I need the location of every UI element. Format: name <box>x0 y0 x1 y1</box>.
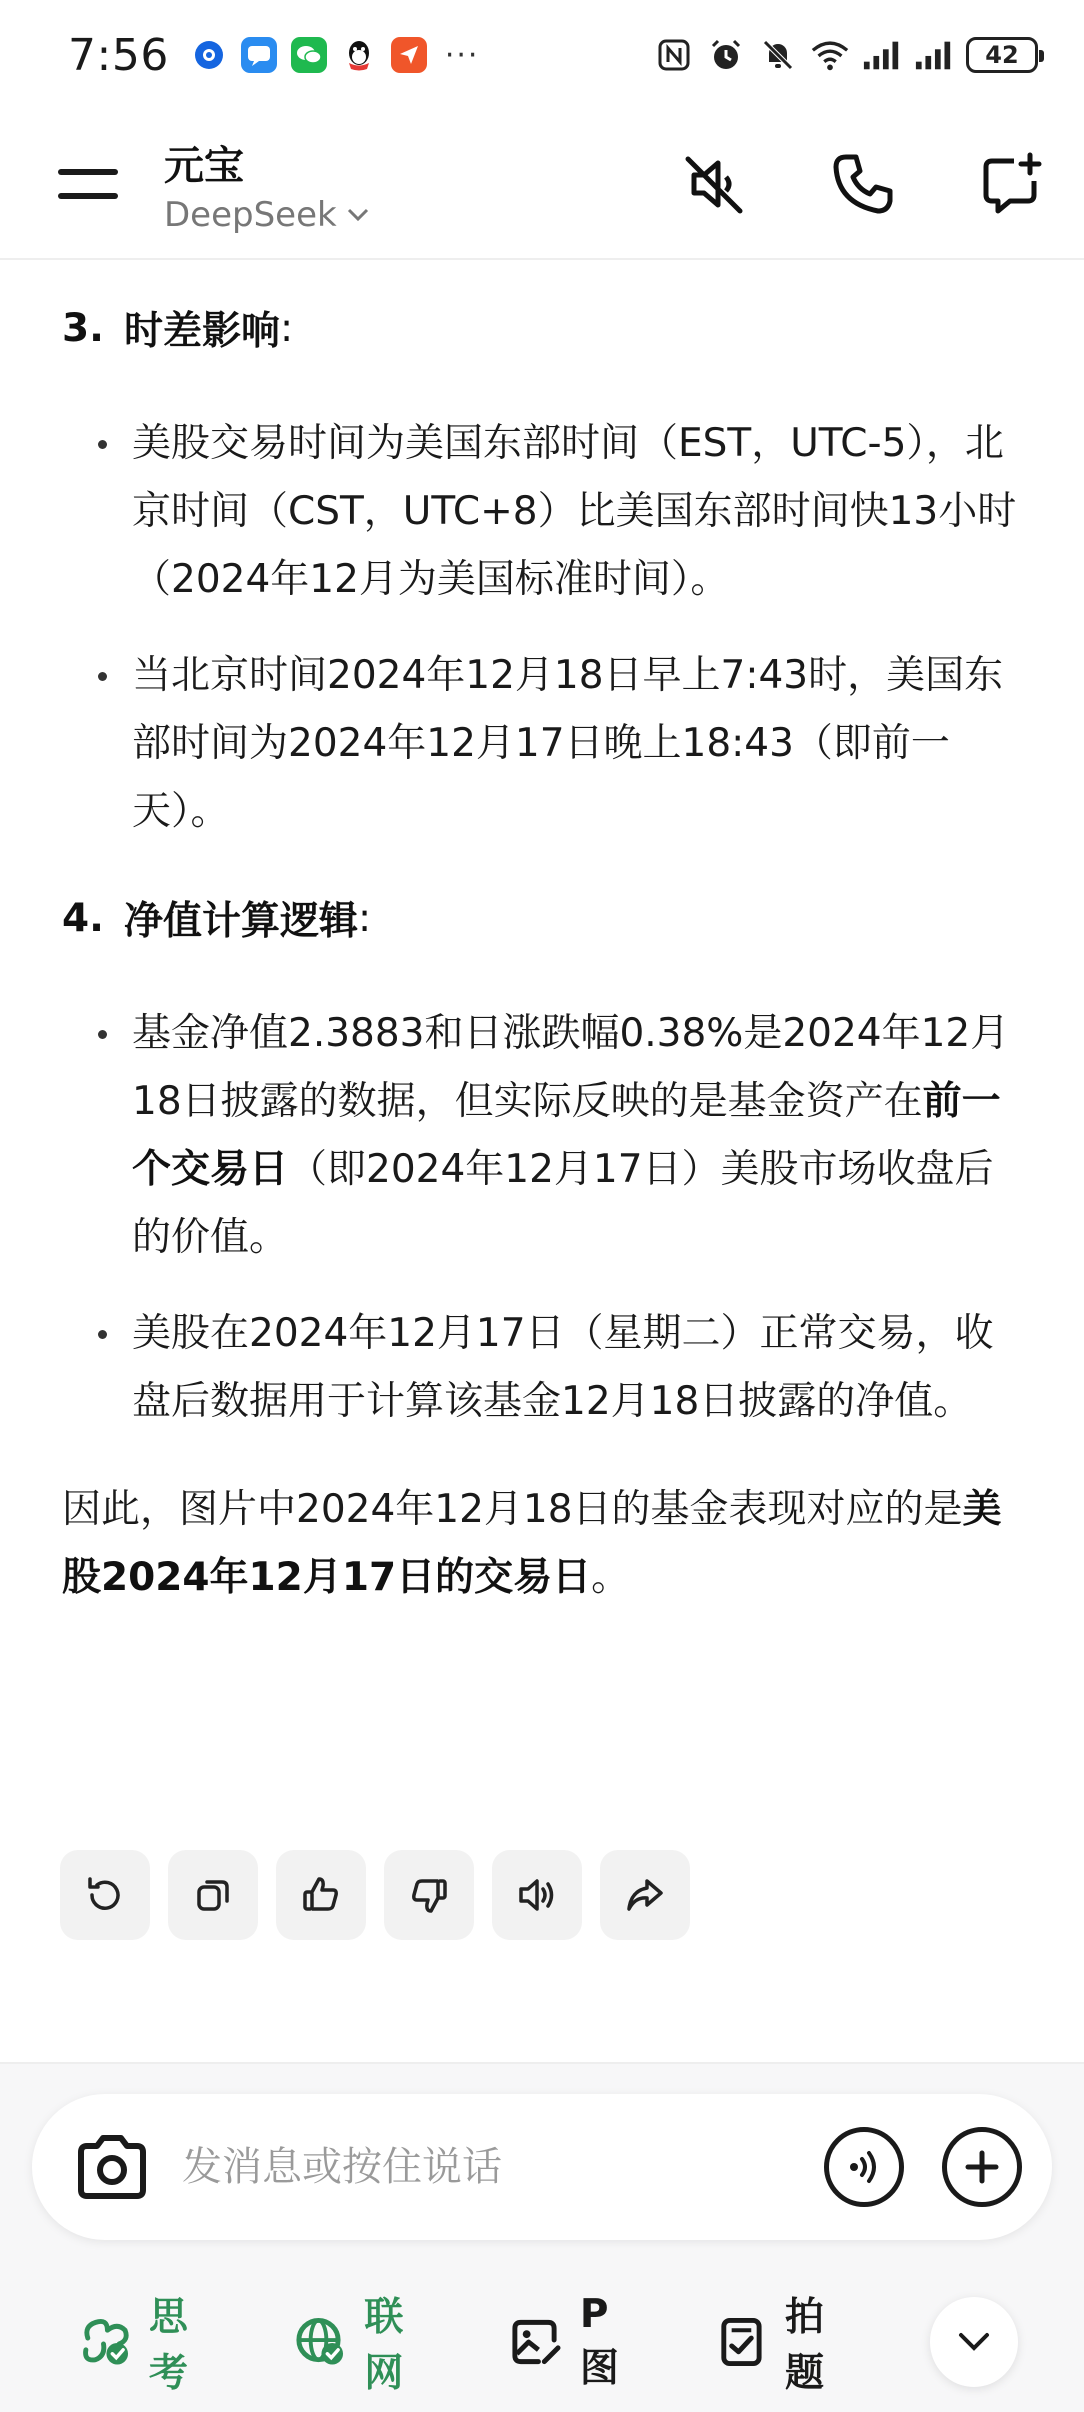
bullet-list <box>62 1000 1032 1436</box>
app-title: 元宝 <box>164 142 244 189</box>
think-toggle[interactable] <box>78 2286 225 2398</box>
mute-voice-button[interactable] <box>682 151 748 217</box>
tool-label: P图 <box>579 2291 619 2391</box>
header-actions <box>682 151 1044 217</box>
image-edit-button[interactable] <box>509 2292 646 2393</box>
silent-icon <box>758 35 798 75</box>
chevron-down-icon <box>958 2332 990 2352</box>
voice-call-button[interactable] <box>830 151 896 217</box>
share-icon <box>623 1873 667 1917</box>
attach-button[interactable] <box>942 2127 1022 2207</box>
tool-label: 思考 <box>148 2295 188 2396</box>
copy-icon <box>191 1873 235 1917</box>
nfc-icon <box>654 35 694 75</box>
bullet-text: 基金净值2.3883和日涨跌幅0.38%是2024年12月18日披露的数据，但实际反映的是基金资产在 <box>132 1011 1010 1124</box>
bold-text: 前一个交易日 <box>132 1079 1001 1192</box>
phone-icon <box>830 151 896 217</box>
camera-button[interactable] <box>70 2125 154 2209</box>
notification-icons <box>191 37 480 73</box>
status-time: 7:56 <box>68 29 169 81</box>
speaker-muted-icon <box>682 151 748 217</box>
regenerate-button[interactable] <box>60 1850 150 1940</box>
signal-icon-2 <box>914 35 954 75</box>
bold-text: 美股2024年12月17日的交易日 <box>62 1487 1002 1600</box>
bottom-composer-area <box>0 2062 1084 2412</box>
send-app-notification-icon <box>391 37 427 73</box>
refresh-icon <box>83 1873 127 1917</box>
title-block <box>164 134 369 235</box>
thumbs-up-icon <box>299 1873 343 1917</box>
bullet-list <box>62 410 1032 846</box>
camera-icon <box>73 2134 151 2200</box>
signal-icon-1 <box>862 35 902 75</box>
message-composer <box>32 2094 1052 2240</box>
think-icon <box>78 2314 133 2370</box>
speaker-icon <box>515 1873 559 1917</box>
list-item: 当北京时间2024年12月18日早上7:43时，美国东部时间为2024年12月17日晚上18:43（即前一天）。 <box>62 642 1032 846</box>
expand-tools-button[interactable] <box>930 2297 1018 2387</box>
section-heading <box>62 886 1032 950</box>
list-item <box>62 1000 1032 1272</box>
new-chat-button[interactable] <box>978 151 1044 217</box>
qq-notification-icon <box>341 37 377 73</box>
message-input[interactable] <box>182 2127 786 2207</box>
message-actions <box>60 1850 690 1940</box>
conclusion-text: 因此，图片中2024年12月18日的基金表现对应的是 <box>62 1487 963 1532</box>
photo-question-button[interactable] <box>714 2286 861 2398</box>
menu-button[interactable] <box>58 152 122 216</box>
like-button[interactable] <box>276 1850 366 1940</box>
thumbs-down-icon <box>407 1873 451 1917</box>
web-icon <box>293 2314 348 2370</box>
tool-label: 拍题 <box>785 2295 825 2396</box>
menu-icon-line <box>58 169 118 175</box>
section-title: 时差影响 <box>124 309 281 354</box>
app-header <box>0 110 1084 260</box>
tool-label: 联网 <box>364 2295 404 2396</box>
model-name: DeepSeek <box>164 194 337 235</box>
alarm-icon <box>706 35 746 75</box>
voice-wave-icon <box>842 2145 886 2189</box>
voice-input-button[interactable] <box>824 2127 904 2207</box>
tool-bar <box>78 2286 1018 2398</box>
battery-indicator: 42 <box>966 37 1038 73</box>
section-number: 4. <box>62 895 104 941</box>
list-item: 美股交易时间为美国东部时间（EST，UTC-5），北京时间（CST，UTC+8）比美国东部时间快13小时（2024年12月为美国标准时间）。 <box>62 410 1032 614</box>
system-status <box>654 35 1038 75</box>
plus-icon <box>960 2145 1004 2189</box>
bullet-text: （即2024年12月17日）美股市场收盘后的价值。 <box>132 1147 994 1260</box>
web-search-toggle[interactable] <box>293 2286 440 2398</box>
conclusion-paragraph <box>62 1476 1032 1612</box>
section-number: 3. <box>62 305 104 351</box>
list-item: 美股在2024年12月17日（星期二）正常交易，收盘后数据用于计算该基金12月18日披露的净值。 <box>62 1300 1032 1436</box>
wifi-icon <box>810 35 850 75</box>
section-title: 净值计算逻辑 <box>124 899 359 944</box>
photo-question-icon <box>714 2314 769 2370</box>
status-bar <box>0 0 1084 110</box>
browser-notification-icon <box>191 37 227 73</box>
model-selector[interactable] <box>164 195 369 235</box>
image-edit-icon <box>509 2314 564 2370</box>
section-colon: : <box>358 895 372 941</box>
share-button[interactable] <box>600 1850 690 1940</box>
dislike-button[interactable] <box>384 1850 474 1940</box>
more-notifications-indicator: ··· <box>444 37 480 73</box>
read-aloud-button[interactable] <box>492 1850 582 1940</box>
copy-button[interactable] <box>168 1850 258 1940</box>
chevron-down-icon <box>347 208 369 222</box>
new-chat-icon <box>978 151 1044 217</box>
section-heading <box>62 296 1032 360</box>
assistant-message <box>62 296 1032 1612</box>
message-notification-icon <box>241 37 277 73</box>
wechat-notification-icon <box>291 37 327 73</box>
conclusion-text: 。 <box>591 1555 631 1600</box>
menu-icon-line <box>58 193 118 199</box>
section-colon: : <box>280 305 294 351</box>
